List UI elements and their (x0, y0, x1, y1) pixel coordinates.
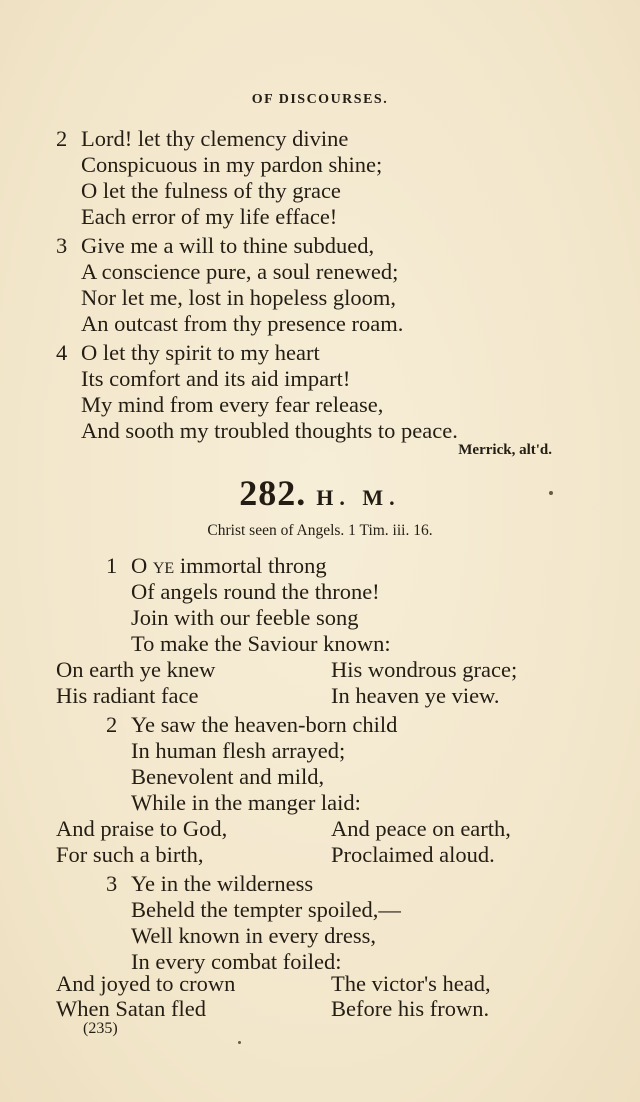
verse-line-left: And praise to God, (56, 816, 228, 841)
verse-line: Beheld the tempter spoiled,— (131, 897, 401, 922)
verse-line: In human flesh arrayed; (131, 738, 346, 763)
hymn-subtitle: Christ seen of Angels. 1 Tim. iii. 16. (207, 522, 433, 539)
verse-line: Lord! let thy clemency divine (81, 126, 349, 151)
verse-line: In every combat foiled: (131, 949, 342, 974)
verse-line: And sooth my troubled thoughts to peace. (81, 418, 458, 443)
verse-line: To make the Saviour known: (131, 631, 391, 656)
verse-line-left: And joyed to crown (56, 971, 236, 996)
attribution: Merrick, alt'd. (458, 442, 552, 458)
stanza-number: 2 (56, 126, 68, 151)
verse-line: Join with our feeble song (131, 605, 359, 630)
verse-line: A conscience pure, a soul renewed; (81, 259, 399, 284)
verse-line: Ye in the wilderness (131, 871, 314, 896)
verse-line-right: Before his frown. (331, 996, 490, 1021)
ink-speck (549, 491, 553, 495)
verse-line-left: For such a birth, (56, 842, 204, 867)
stanza-number: 4 (56, 340, 68, 365)
verse-line: Each error of my life efface! (81, 204, 338, 229)
hymn-heading (0, 472, 640, 514)
verse-rest: immortal throng (174, 553, 327, 578)
verse-line-right: Proclaimed aloud. (331, 842, 495, 867)
verse-line: Well known in every dress, (131, 923, 377, 948)
hymn-number: 282. (239, 473, 307, 513)
verse-line: While in the manger laid: (131, 790, 361, 815)
verse-line: Benevolent and mild, (131, 764, 325, 789)
verse-line: Nor let me, lost in hopeless gloom, (81, 285, 396, 310)
small-caps-word: ye (152, 553, 175, 578)
verse-line-right: And peace on earth, (331, 816, 511, 841)
verse-line-right: His wondrous grace; (331, 657, 518, 682)
stanza-number: 1 (106, 553, 118, 578)
stanza-number: 2 (106, 712, 118, 737)
page-number: (235) (83, 1020, 118, 1037)
verse-line: My mind from every fear release, (81, 392, 384, 417)
verse-line-right: In heaven ye view. (331, 683, 500, 708)
verse-line: Its comfort and its aid impart! (81, 366, 351, 391)
verse-line: O let the fulness of thy grace (81, 178, 341, 203)
verse-line: Ye saw the heaven-born child (131, 712, 398, 737)
stanza-number: 3 (56, 233, 68, 258)
ink-speck (238, 1041, 241, 1044)
verse-line (131, 553, 327, 579)
first-letter: O (131, 553, 153, 578)
verse-line: Conspicuous in my pardon shine; (81, 152, 383, 177)
verse-line-right: The victor's head, (331, 971, 491, 996)
verse-line-left: When Satan fled (56, 996, 206, 1021)
verse-line: An outcast from thy presence roam. (81, 311, 404, 336)
stanza-number: 3 (106, 871, 118, 896)
hymn-meter: H. M. (316, 485, 401, 510)
running-header: OF DISCOURSES. (251, 92, 389, 107)
verse-line: Give me a will to thine subdued, (81, 233, 375, 258)
verse-line: O let thy spirit to my heart (81, 340, 320, 365)
verse-line: Of angels round the throne! (131, 579, 380, 604)
verse-line-left: On earth ye knew (56, 657, 216, 682)
verse-line-left: His radiant face (56, 683, 199, 708)
